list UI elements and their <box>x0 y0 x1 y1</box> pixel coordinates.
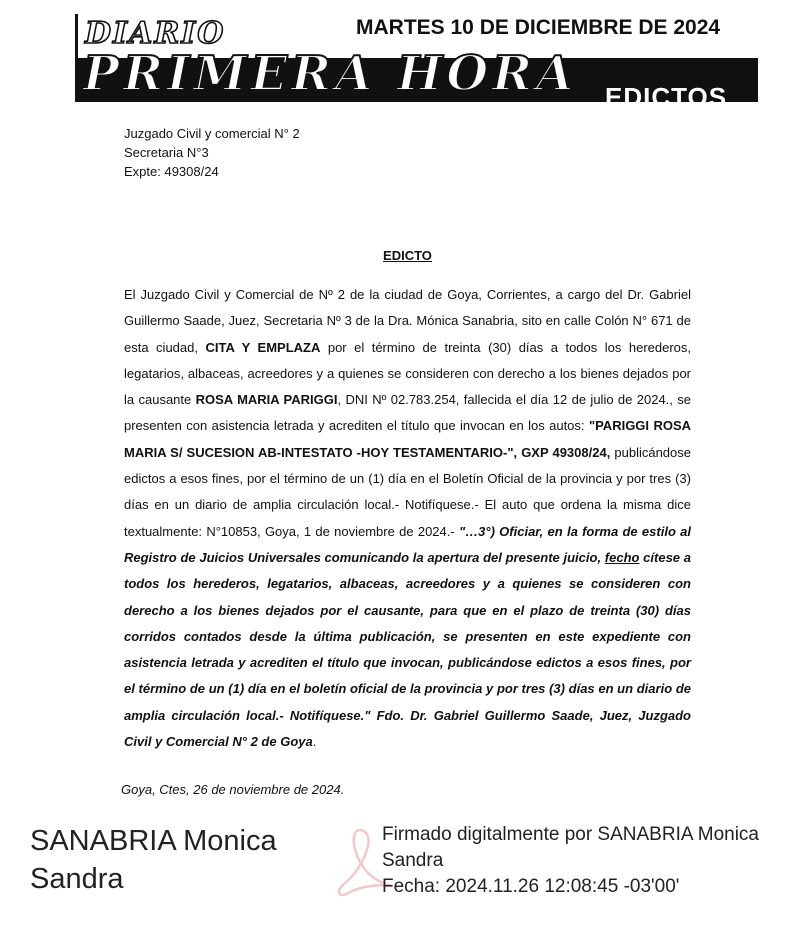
masthead-brand-main: PRIMERA HORA <box>83 46 578 102</box>
edict-body <box>124 282 691 755</box>
body-text: . <box>312 734 317 750</box>
masthead-section: EDICTOS <box>605 82 728 112</box>
court-file-number: Expte: 49308/24 <box>124 164 219 179</box>
newspaper-masthead <box>75 14 758 112</box>
masthead-date: MARTES 10 DE DICIEMBRE DE 2024 <box>350 16 726 40</box>
body-quote-underlined: fecho <box>604 549 640 565</box>
court-name: Juzgado Civil y comercial N° 2 <box>124 126 300 141</box>
body-text: El Juzgado Civil y Comercial de Nº 2 de la ciudad de Goya, Corrientes, a cargo del Dr. Gabriel Guillermo Saade, Juez, Secretaria Nº 3 de la Dra. Mónica Sanabria, sito en calle Colón N° 671 de esta ciudad, <box>124 287 691 355</box>
court-secretary: Secretaria N°3 <box>124 145 209 160</box>
body-text: por el término de treinta (30) días a todos los herederos, legatarios, albaceas, acreedores y a quienes se consideren con derecho a los bienes dejados por la causante <box>124 339 692 408</box>
digital-signature-info <box>382 822 782 900</box>
body-quote: cítese a todos los herederos, legatarios, albaceas, acreedores y a quienes se consideren con derecho a los bienes dejados por el causante, para que en el plazo de treinta (30) días corridos contados desde la última publicación, se presenten en este expediente con asistencia letrada y acrediten el título que invocan, publicándose edictos a esos fines, por el término de un (1) día en el boletín oficial de la provincia y por tres (3) días en un diario de amplia circulación local.- Notifíquese." Fdo. Dr. Gabriel Guillermo Saade, Juez, Juzgado Civil y Comercial N° 2 de Goya <box>124 549 691 750</box>
body-text: publicándose edictos a esos fines, por el término de un (1) día en el Boletín Oficial de la provincia y por tres (3) días en un diario de amplia circulación local.- Notifíquese.- El auto que ordena la misma dice textualmente: N°10853, Goya, 1 de noviembre de 2024.- <box>124 444 691 539</box>
body-text: , DNI Nº 02.783.254, fallecida el día 12 de julio de 2024., se presenten con asistencia letrada y acrediten el título que invocan en los autos: <box>124 392 691 434</box>
body-bold-cita: CITA Y EMPLAZA <box>205 339 321 355</box>
signature-date: Fecha: 2024.11.26 12:08:45 -03'00' <box>382 876 680 897</box>
edict-paragraph <box>124 282 691 755</box>
body-bold-causante: ROSA MARIA PARIGGI <box>195 392 338 408</box>
body-bold-autos: "PARIGGI ROSA MARIA S/ SUCESION AB-INTESTATO -HOY TESTAMENTARIO-", GXP 49308/24, <box>124 418 691 460</box>
masthead-brand-top: DIARIO <box>85 16 226 51</box>
body-quote: "…3°) Oficiar, en la forma de estilo al Registro de Juicios Universales comunicando la apertura del presente juicio, <box>124 523 691 565</box>
signed-by: Firmado digitalmente por SANABRIA Monica Sandra <box>382 824 759 871</box>
document-heading: EDICTO <box>383 248 432 263</box>
signer-name: SANABRIA Monica Sandra <box>30 825 277 895</box>
place-and-date: Goya, Ctes, 26 de noviembre de 2024. <box>121 782 345 797</box>
court-header <box>124 124 300 181</box>
